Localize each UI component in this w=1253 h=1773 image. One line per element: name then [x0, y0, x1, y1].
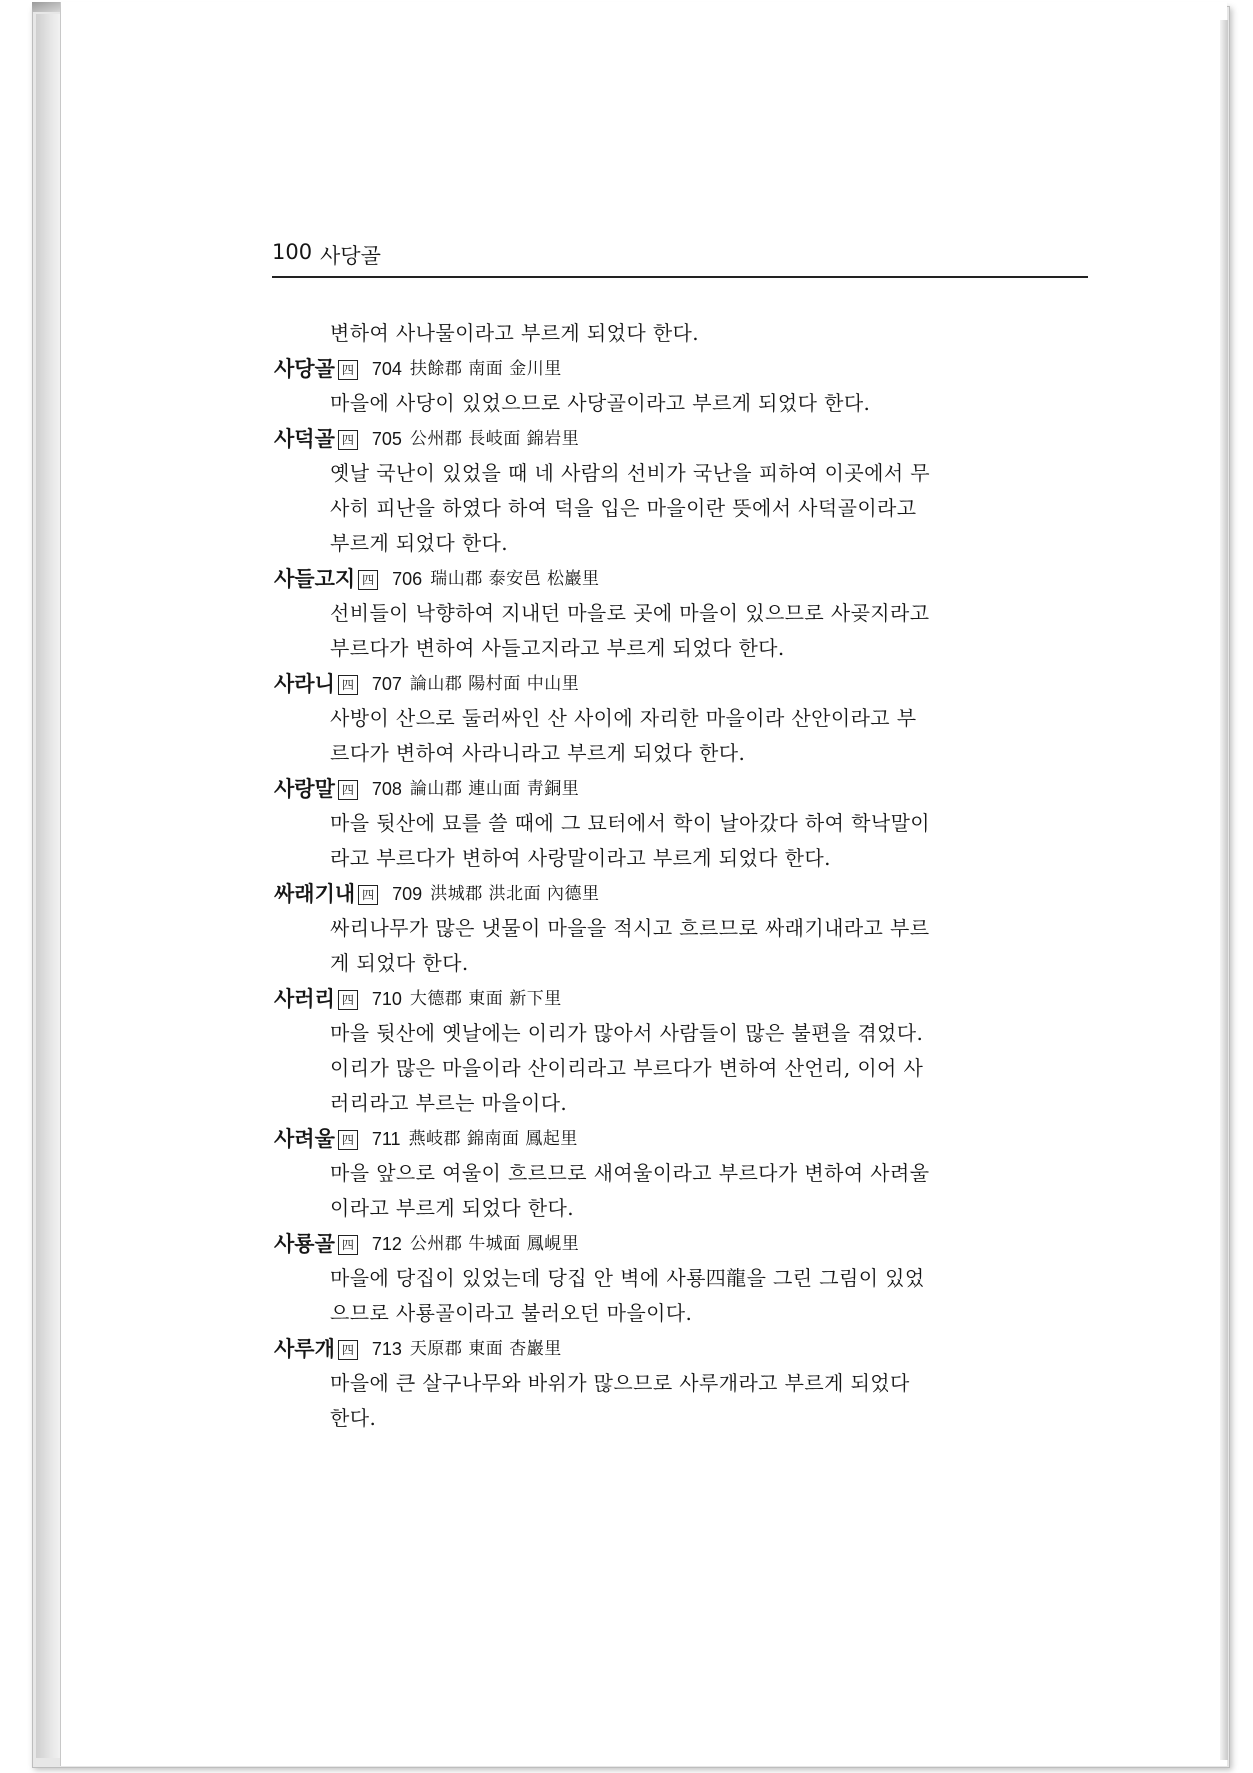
entry-number: 710 — [371, 989, 402, 1009]
entry-text-line: 부르게 되었다 한다. — [330, 531, 509, 555]
region-mark-icon: 四 — [338, 1235, 358, 1255]
entry-location: 瑞山郡 泰安邑 松巖里 — [430, 569, 600, 589]
page-content — [274, 316, 1094, 1436]
entry-number: 708 — [371, 779, 402, 799]
entry-text-line: 마을에 당집이 있었는데 당집 안 벽에 사룡四龍을 그린 그림이 있었 — [330, 1266, 925, 1290]
entry-number: 706 — [392, 569, 423, 589]
dictionary-entry — [274, 351, 1094, 421]
entry-number: 711 — [371, 1129, 401, 1149]
region-mark-icon: 四 — [358, 570, 378, 590]
dictionary-entry — [274, 666, 1094, 771]
entry-location: 洪城郡 洪北面 內德里 — [430, 884, 600, 904]
entry-text-line: 사방이 산으로 둘러싸인 산 사이에 자리한 마을이라 산안이라고 부 — [330, 706, 917, 730]
entry-name: 싸래기내 — [274, 882, 356, 906]
entry-location: 論山郡 連山面 靑銅里 — [409, 779, 580, 799]
page-corner — [32, 2, 62, 12]
dictionary-entry — [274, 981, 1094, 1121]
entry-headline — [274, 981, 1094, 1016]
dictionary-entry — [274, 421, 1094, 561]
entry-name: 사루개 — [274, 1337, 335, 1361]
region-mark-icon: 四 — [338, 990, 358, 1010]
entry-headline — [274, 561, 1094, 596]
entry-text-line: 싸리나무가 많은 냇물이 마을을 적시고 흐르므로 싸래기내라고 부르 — [330, 916, 930, 940]
entry-name: 사라니 — [274, 672, 335, 696]
running-title: 사당골 — [320, 244, 381, 268]
entry-name: 사랑말 — [274, 777, 335, 801]
region-mark-icon: 四 — [358, 885, 378, 905]
entry-headline — [274, 771, 1094, 806]
entry-location: 公州郡 長岐面 錦岩里 — [409, 429, 580, 449]
entry-headline — [274, 1121, 1094, 1156]
entry-text-line: 마을 앞으로 여울이 흐르므로 새여울이라고 부르다가 변하여 사려울 — [330, 1161, 930, 1185]
entry-location: 天原郡 東面 杏巖里 — [409, 1339, 562, 1359]
entry-number: 707 — [371, 674, 402, 694]
region-mark-icon: 四 — [338, 780, 358, 800]
entry-text-line: 게 되었다 한다. — [330, 951, 469, 975]
entry-headline — [274, 1331, 1094, 1366]
dictionary-entry — [274, 876, 1094, 981]
entry-headline — [274, 351, 1094, 386]
entry-number: 712 — [371, 1234, 402, 1254]
dictionary-entry — [274, 771, 1094, 876]
entry-text-line: 사히 피난을 하였다 하여 덕을 입은 마을이란 뜻에서 사덕골이라고 — [330, 496, 917, 520]
entry-text-line: 부르다가 변하여 사들고지라고 부르게 되었다 한다. — [330, 636, 785, 660]
entry-name: 사들고지 — [274, 567, 356, 591]
entry-name: 사려울 — [274, 1127, 335, 1151]
entry-name: 사룡골 — [274, 1232, 335, 1256]
entry-text-line: 한다. — [330, 1406, 377, 1430]
entry-text-line: 이라고 부르게 되었다 한다. — [330, 1196, 574, 1220]
dictionary-entry — [274, 1121, 1094, 1226]
page-right-shadow — [1220, 20, 1228, 1760]
entry-number: 704 — [371, 359, 402, 379]
dictionary-entry — [274, 1331, 1094, 1436]
region-mark-icon: 四 — [338, 360, 358, 380]
entry-location: 燕岐郡 錦南面 鳳起里 — [408, 1129, 578, 1149]
entry-name: 사당골 — [274, 357, 335, 381]
region-mark-icon: 四 — [338, 1340, 358, 1360]
entry-location: 論山郡 陽村面 中山里 — [409, 674, 580, 694]
entry-number: 705 — [371, 429, 402, 449]
entry-headline — [274, 1226, 1094, 1261]
continuation-line: 변하여 사나물이라고 부르게 되었다 한다. — [330, 321, 700, 345]
entry-name: 사덕골 — [274, 427, 335, 451]
entry-text-line: 마을 뒷산에 옛날에는 이리가 많아서 사람들이 많은 불편을 겪었다. — [330, 1021, 924, 1045]
entry-name: 사러리 — [274, 987, 335, 1011]
entry-text-line: 르다가 변하여 사라니라고 부르게 되었다 한다. — [330, 741, 746, 765]
entry-location: 大德郡 東面 新下里 — [409, 989, 562, 1009]
running-header — [272, 236, 1088, 278]
entry-text-line: 마을에 사당이 있었으므로 사당골이라고 부르게 되었다 한다. — [330, 391, 871, 415]
dictionary-entry — [274, 1226, 1094, 1331]
entry-headline — [274, 421, 1094, 456]
entry-text-line: 마을에 큰 살구나무와 바위가 많으므로 사루개라고 부르게 되었다 — [330, 1371, 910, 1395]
dictionary-entry — [274, 561, 1094, 666]
entry-location: 扶餘郡 南面 金川里 — [409, 359, 562, 379]
entry-location: 公州郡 牛城面 鳳峴里 — [409, 1234, 580, 1254]
entry-text-line: 으므로 사룡골이라고 불러오던 마을이다. — [330, 1301, 693, 1325]
region-mark-icon: 四 — [338, 430, 358, 450]
entry-text-line: 마을 뒷산에 묘를 쓸 때에 그 묘터에서 학이 날아갔다 하여 학낙말이 — [330, 811, 931, 835]
page-number: 100 — [272, 240, 313, 264]
entry-headline — [274, 666, 1094, 701]
entry-text-line: 이리가 많은 마을이라 산이리라고 부르다가 변하여 산언리, 이어 사 — [330, 1056, 924, 1080]
entry-number: 709 — [392, 884, 423, 904]
entry-text-line: 옛날 국난이 있었을 때 네 사람의 선비가 국난을 피하여 이곳에서 무 — [330, 461, 931, 485]
entry-number: 713 — [371, 1339, 402, 1359]
entry-text-line: 선비들이 낙향하여 지내던 마을로 곳에 마을이 있으므로 사곶지라고 — [330, 601, 930, 625]
entry-text-line: 러리라고 부르는 마을이다. — [330, 1091, 568, 1115]
region-mark-icon: 四 — [338, 1130, 358, 1150]
entry-headline — [274, 876, 1094, 911]
region-mark-icon: 四 — [338, 675, 358, 695]
entry-text-line: 라고 부르다가 변하여 사랑말이라고 부르게 되었다 한다. — [330, 846, 831, 870]
